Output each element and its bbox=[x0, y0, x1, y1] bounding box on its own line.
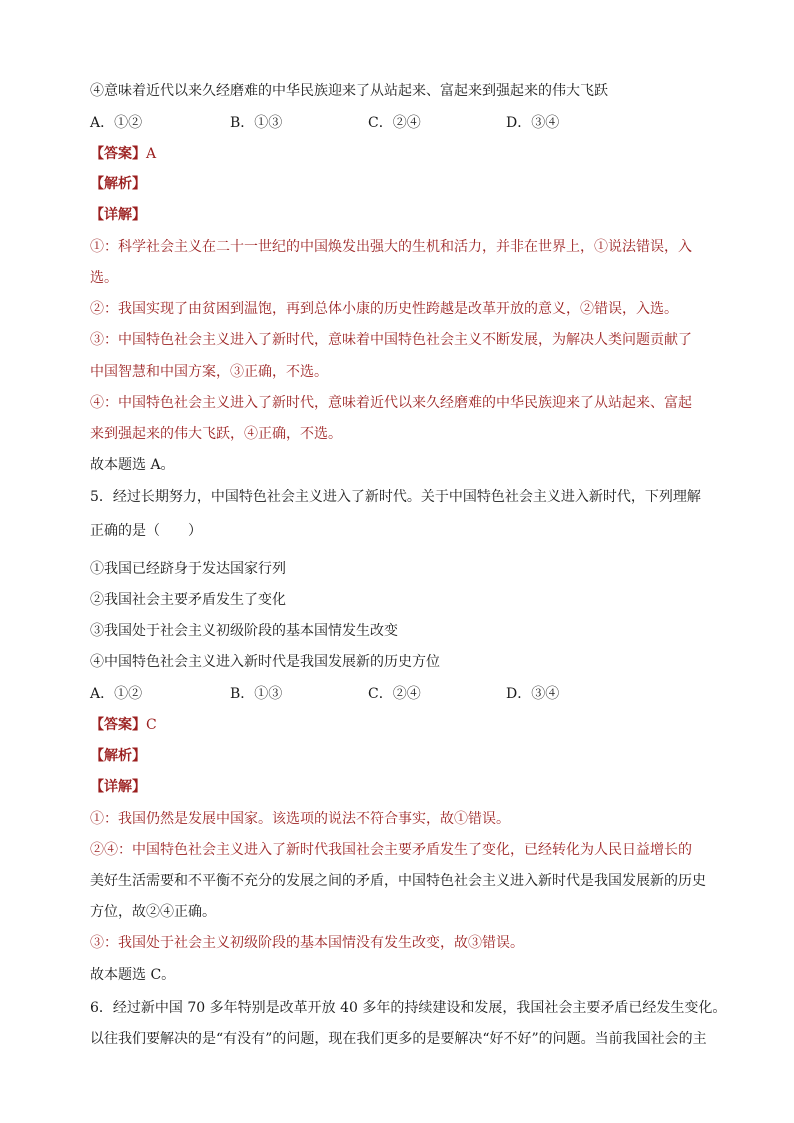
q5-conclusion: 故本题选 C。 bbox=[90, 967, 176, 983]
q6-stem-line-2: 以往我们要解决的是“有没有”的问题，现在我们更多的是要解决“好不好”的问题。当前我国社会的主 bbox=[90, 1031, 707, 1047]
q4-answer bbox=[90, 144, 156, 164]
q4-detail-line: 来到强起来的伟大飞跃，④正确，不选。 bbox=[90, 426, 342, 442]
q6-stem-line-1: 6．经过新中国 70 多年特别是改革开放 40 多年的持续建设和发展，我国社会主要矛盾已经发生变化。 bbox=[90, 1000, 727, 1016]
q4-option-b: B．①③ bbox=[230, 115, 283, 131]
q4-detail-label: 【详解】 bbox=[90, 207, 146, 223]
q5-statement-1: ①我国已经跻身于发达国家行列 bbox=[90, 561, 286, 577]
q5-analysis-label: 【解析】 bbox=[90, 748, 146, 764]
q5-detail-label: 【详解】 bbox=[90, 779, 146, 795]
q5-option-c: C．②④ bbox=[368, 686, 421, 702]
q5-stem-line-1: 5．经过长期努力，中国特色社会主义进入了新时代。关于中国特色社会主义进入新时代，下列理解 bbox=[90, 489, 701, 505]
q5-answer bbox=[90, 715, 157, 735]
q5-detail-line: ③：我国处于社会主义初级阶段的基本国情没有发生改变，故③错误。 bbox=[90, 935, 524, 951]
q5-detail-line: 美好生活需要和不平衡不充分的发展之间的矛盾，中国特色社会主义进入新时代是我国发展新的历史 bbox=[90, 873, 706, 889]
q4-detail-line: ③：中国特色社会主义进入了新时代，意味着中国特色社会主义不断发展，为解决人类问题贡献了 bbox=[90, 332, 692, 348]
q4-conclusion: 故本题选 A。 bbox=[90, 457, 175, 473]
q5-statement-2: ②我国社会主要矛盾发生了变化 bbox=[90, 592, 286, 608]
q5-detail-line: 方位，故②④正确。 bbox=[90, 904, 216, 920]
q5-detail-line: ②④：中国特色社会主义进入了新时代我国社会主要矛盾发生了变化，已经转化为人民日益增长的 bbox=[90, 842, 692, 858]
q4-detail-line: 选。 bbox=[90, 270, 118, 286]
q5-option-b: B．①③ bbox=[230, 686, 283, 702]
q4-analysis-label: 【解析】 bbox=[90, 176, 146, 192]
answer-value: A bbox=[146, 146, 157, 162]
q5-statement-3: ③我国处于社会主义初级阶段的基本国情发生改变 bbox=[90, 623, 398, 639]
q4-option-a: A．①② bbox=[90, 115, 143, 131]
q5-option-d: D．③④ bbox=[506, 686, 560, 702]
q4-detail-line: 中国智慧和中国方案，③正确，不选。 bbox=[90, 364, 328, 380]
q4-option-c: C．②④ bbox=[368, 115, 421, 131]
q4-statement-4: ④意味着近代以来久经磨难的中华民族迎来了从站起来、富起来到强起来的伟大飞跃 bbox=[90, 83, 608, 99]
q5-option-a: A．①② bbox=[90, 686, 143, 702]
q4-detail-line: ④：中国特色社会主义进入了新时代，意味着近代以来久经磨难的中华民族迎来了从站起来、富起 bbox=[90, 395, 692, 411]
q4-detail-line: ①：科学社会主义在二十一世纪的中国焕发出强大的生机和活力，并非在世界上，①说法错误，入 bbox=[90, 239, 692, 255]
q5-stem-line-2: 正确的是（ ） bbox=[90, 523, 202, 539]
answer-label: 【答案】 bbox=[90, 717, 146, 733]
q5-detail-line: ①：我国仍然是发展中国家。该选项的说法不符合事实，故①错误。 bbox=[90, 811, 510, 827]
answer-value: C bbox=[146, 717, 157, 733]
q4-detail-line: ②：我国实现了由贫困到温饱，再到总体小康的历史性跨越是改革开放的意义，②错误，入选。 bbox=[90, 301, 678, 317]
q5-statement-4: ④中国特色社会主义进入新时代是我国发展新的历史方位 bbox=[90, 654, 440, 670]
answer-label: 【答案】 bbox=[90, 146, 146, 162]
q4-option-d: D．③④ bbox=[506, 115, 560, 131]
